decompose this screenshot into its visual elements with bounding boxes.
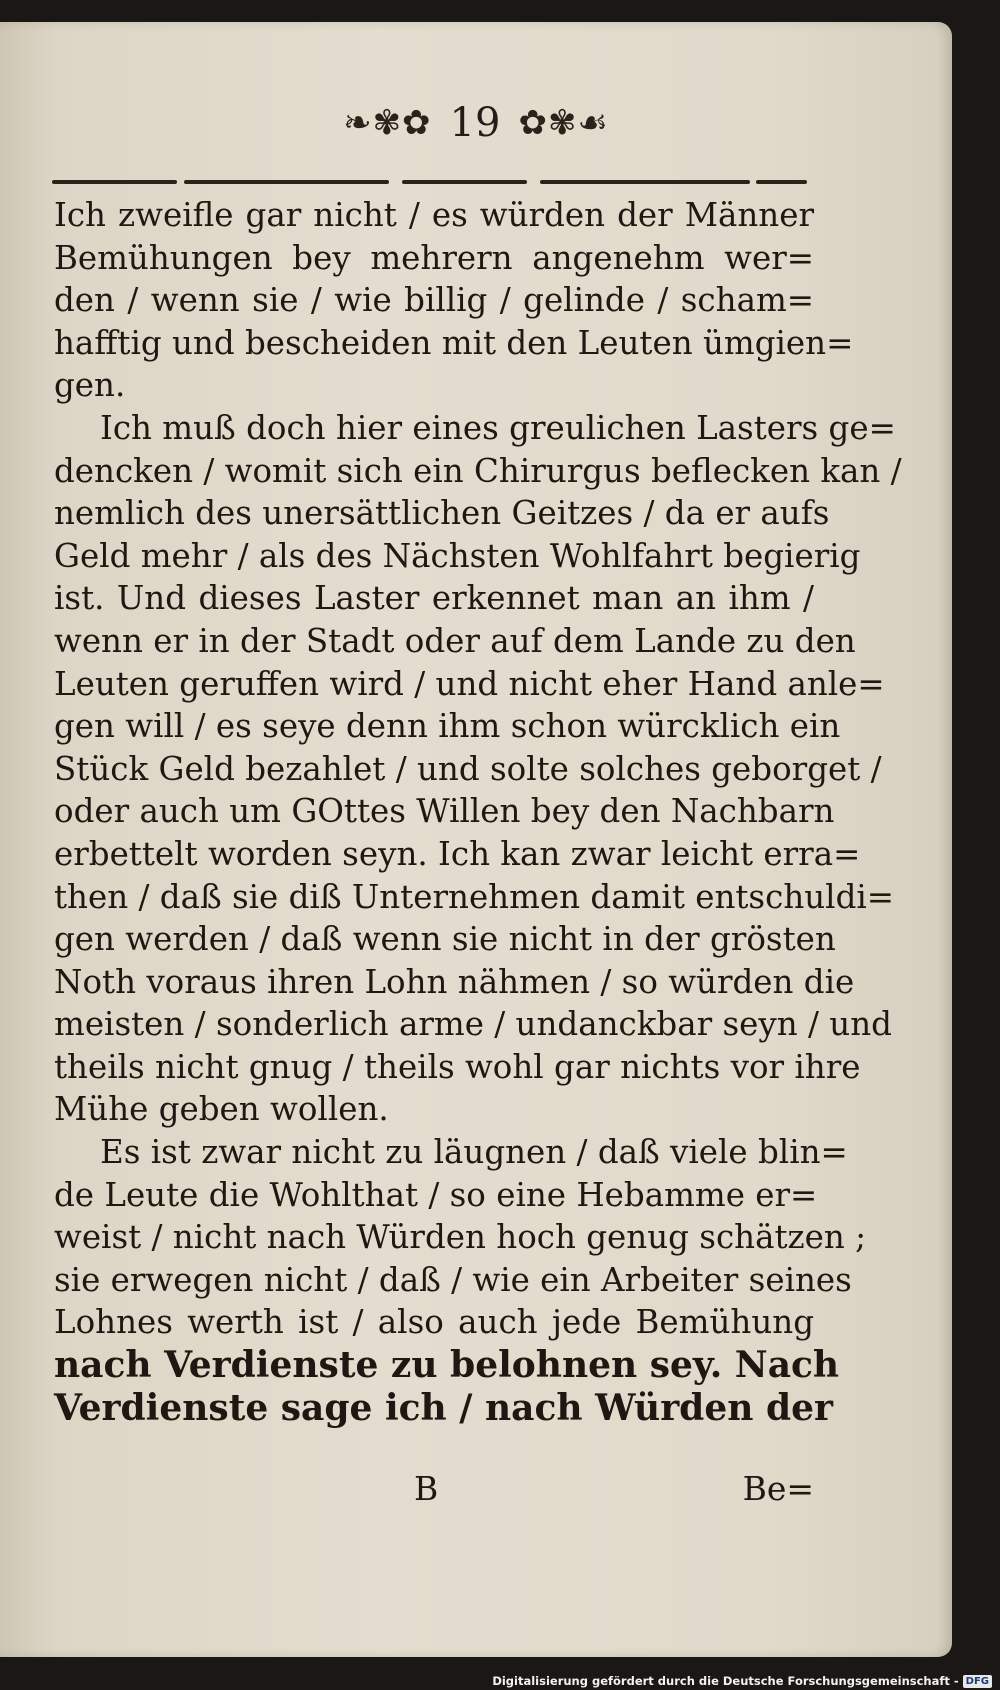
text-line: ist. Und dieses Laster erkennet man an ihm / <box>54 579 814 618</box>
text-line: Ich zweifle gar nicht / es würden der Männer <box>54 196 814 234</box>
header-rule <box>52 180 807 188</box>
text-line: gen. <box>54 366 126 405</box>
text-line: Bemühungen bey mehrern angenehm wer= <box>54 238 814 277</box>
catchword: Be= <box>742 1469 814 1508</box>
text-line: erbettelt worden seyn. Ich kan zwar leicht erra= <box>54 834 861 873</box>
text-line: Noth voraus ihren Lohn nähmen / so würden die <box>54 962 855 1001</box>
body-text <box>54 194 902 1429</box>
text-line: Ich muß doch hier eines greulichen Lasters ge= <box>100 408 896 447</box>
text-line: Stück Geld bezahlet / und solte solches geborget / <box>54 749 882 788</box>
text-line: oder auch um GOttes Willen bey den Nachbarn <box>54 792 835 831</box>
text-line: gen will / es seye denn ihm schon würcklich ein <box>54 707 841 746</box>
text-line: Es ist zwar nicht zu läugnen / daß viele blin= <box>100 1133 848 1172</box>
text-line: Geld mehr / als des Nächsten Wohlfahrt begierig <box>54 536 861 575</box>
text-line: Leuten geruffen wird / und nicht eher Hand anle= <box>54 664 885 703</box>
text-line: nemlich des unersättlichen Geitzes / da er aufs <box>54 494 830 533</box>
credit-text: Digitalisierung gefördert durch die Deutsche Forschungsgemeinschaft - <box>492 1674 959 1688</box>
text-line: meisten / sonderlich arme / undanckbar seyn / und <box>54 1005 892 1044</box>
text-line: de Leute die Wohlthat / so eine Hebamme er= <box>54 1175 818 1214</box>
page-header <box>0 100 952 146</box>
page-number: 19 <box>449 100 501 146</box>
text-line: weist / nicht nach Würden hoch genug schätzen ; <box>54 1218 867 1257</box>
text-line: wenn er in der Stadt oder auf dem Lande zu den <box>54 621 856 660</box>
text-line: gen werden / daß wenn sie nicht in der grösten <box>54 920 836 959</box>
text-line: den / wenn sie / wie billig / gelinde / scham= <box>54 281 814 320</box>
text-line: then / daß sie diß Unternehmen damit entschuldi= <box>54 877 895 916</box>
text-line: dencken / womit sich ein Chirurgus beflecken kan / <box>54 451 902 490</box>
ornament-left: ❧✾✿ <box>343 103 432 143</box>
text-line: sie erwegen nicht / daß / wie ein Arbeiter seines <box>54 1260 852 1299</box>
text-line: Mühe geben wollen. <box>54 1090 389 1129</box>
ornament-right: ✿✾☙ <box>518 103 609 143</box>
text-line: nach Verdienste zu belohnen sey. Nach <box>54 1344 840 1387</box>
text-line: hafftig und bescheiden mit den Leuten ümgien= <box>54 323 854 362</box>
text-line: Lohnes werth ist / also auch jede Bemühung <box>54 1303 814 1342</box>
signature-mark: B <box>414 1469 439 1508</box>
digitization-credit <box>492 1674 992 1688</box>
dfg-logo-icon: DFG <box>963 1675 992 1688</box>
text-line: theils nicht gnug / theils wohl gar nichts vor ihre <box>54 1047 861 1086</box>
book-page <box>0 22 952 1657</box>
text-line: Verdienste sage ich / nach Würden der <box>54 1386 834 1429</box>
catchword-row <box>54 1469 814 1508</box>
